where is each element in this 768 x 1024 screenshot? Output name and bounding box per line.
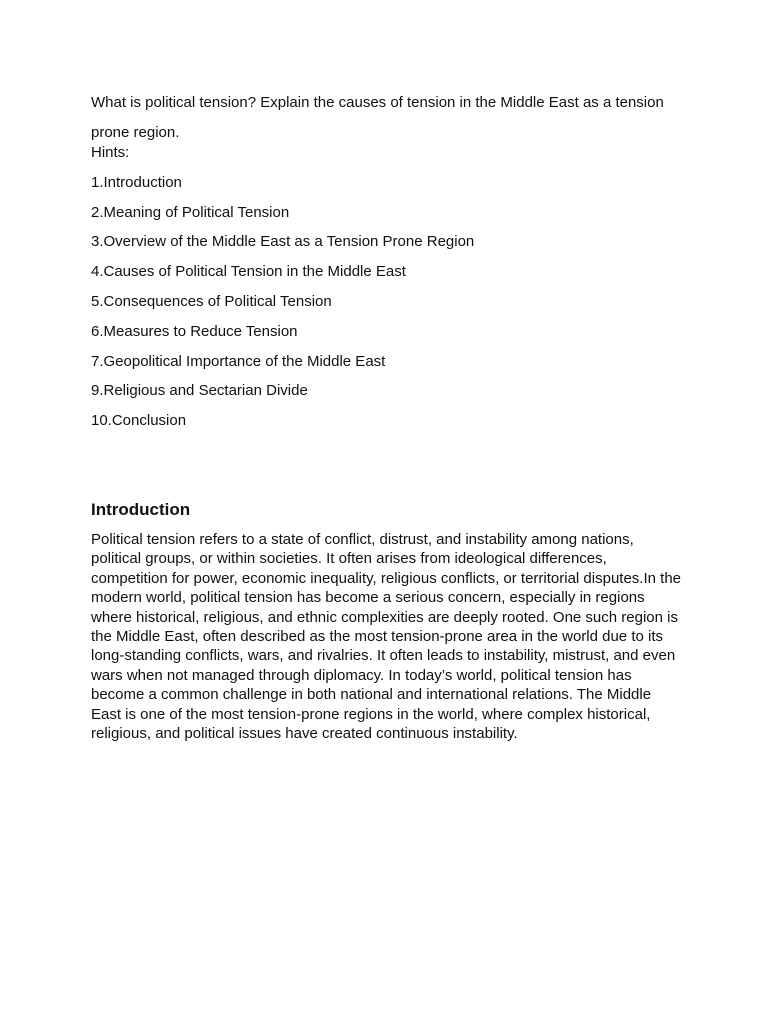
hint-item: 5.Consequences of Political Tension [91, 292, 332, 310]
introduction-paragraph: Political tension refers to a state of conflict, distrust, and instability among nations, political groups, or within societies. It often arises from ideological differences, competition for power, economic inequality, religious conflicts, or territorial disputes.In the modern world, political tension has become a serious concern, especially in regions where historical, religious, and ethnic complexities are deeply rooted. One such region is the Middle East, often described as the most tension-prone area in the world due to its long-standing conflicts, wars, and rivalries. It often leads to instability, mistrust, and even wars when not managed through diplomacy. In today’s world, political tension has become a common challenge in both national and international relations. The Middle East is one of the most tension-prone regions in the world, where complex historical, religious, and political issues have created continuous instability. [91, 531, 682, 743]
introduction-heading: Introduction [91, 500, 191, 519]
document-page [91, 93, 691, 743]
question-text: What is political tension? Explain the causes of tension in the Middle East as a tension [91, 94, 664, 111]
hint-item: 6.Measures to Reduce Tension [91, 322, 298, 340]
hint-item: 10.Conclusion [91, 412, 187, 430]
hint-item: 2.Meaning of Political Tension [91, 203, 290, 221]
hint-item: 9.Religious and Sectarian Divide [91, 382, 308, 400]
hint-item: 1.Introduction [91, 173, 182, 191]
hint-item: 4.Causes of Political Tension in the Middle East [91, 263, 406, 281]
hints-title: Hints: [91, 144, 130, 161]
hint-item: 3.Overview of the Middle East as a Tension Prone Region [91, 233, 475, 251]
question-continuation: prone region. [91, 124, 180, 141]
hint-item: 7.Geopolitical Importance of the Middle East [91, 352, 386, 370]
